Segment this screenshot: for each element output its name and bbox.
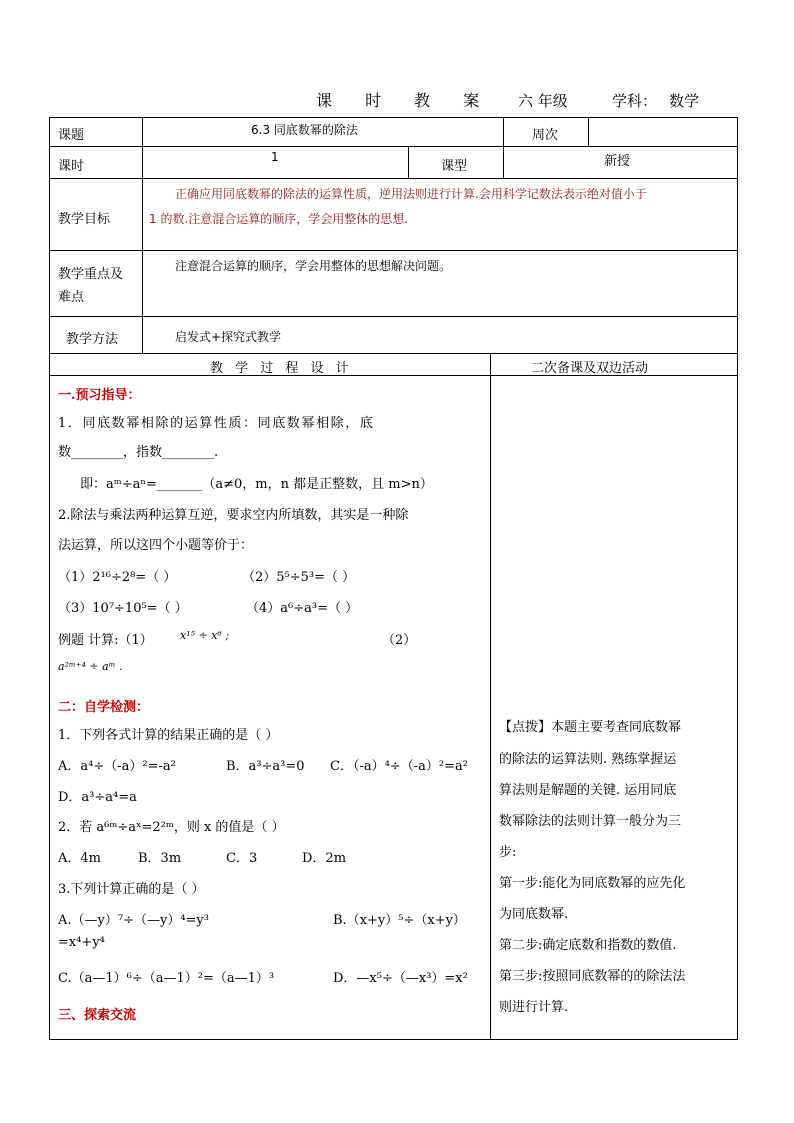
question-1: 1．下列各式计算的结果正确的是（ ） <box>58 728 279 743</box>
lesson-plan-table <box>49 117 738 1040</box>
example-2-label: （2） <box>382 633 417 648</box>
s1-line-7a: （3）10⁷÷10⁵=（ ） <box>58 601 188 616</box>
question-2-option-c: C．3 <box>226 851 258 866</box>
key-value: 注意混合运算的顺序，学会用整体的思想解决问题。 <box>175 259 452 273</box>
page-title: 课 时 教 案 <box>316 91 494 110</box>
hours-label: 课时 <box>58 159 85 174</box>
process-header-left: 教 学 过 程 设 计 <box>210 361 349 376</box>
week-label-cell <box>504 118 589 147</box>
question-1-option-b: B．a³÷a³=0 <box>226 759 305 774</box>
note-line-7: 为同底数幂. <box>499 907 569 922</box>
method-value: 启发式+探究式教学 <box>175 330 282 344</box>
key-label-line-2: 难点 <box>58 290 85 305</box>
s1-line-7b: （4）a⁶÷a³=（ ） <box>246 601 359 616</box>
note-line-10: 则进行计算. <box>499 1000 569 1015</box>
example-label: 例题 计算:（1） <box>58 633 153 648</box>
note-line-3: 算法则是解题的关键. 运用同底 <box>499 783 677 798</box>
section-1-title: 一.预习指导： <box>58 388 141 403</box>
note-line-4: 数幂除法的法则计算一般分为三 <box>499 814 682 829</box>
s1-line-4: 2.除法与乘法两种运算互逆，要求空内所填数，其实是一种除 <box>58 508 409 523</box>
week-value-cell <box>589 118 738 147</box>
question-2-option-b: B．3m <box>138 851 182 866</box>
type-label: 课型 <box>441 159 468 174</box>
question-3-option-a: A.（—y）⁷÷（—y）⁴=y³ <box>58 913 209 928</box>
goal-label: 教学目标 <box>58 212 111 227</box>
topic-label-cell <box>50 118 143 147</box>
subject-value: 数学 <box>669 92 700 110</box>
method-label: 教学方法 <box>66 332 119 347</box>
section-2-title: 二：自学检测： <box>58 700 150 715</box>
s1-line-6a: （1）2¹⁶÷2⁸=（ ） <box>58 570 177 585</box>
s1-line-5: 法运算，所以这四个小题等价于： <box>58 538 254 553</box>
question-1-option-c: C．（-a）⁴÷（-a）²=a² <box>330 759 468 774</box>
question-2-option-a: A．4m <box>58 851 101 866</box>
grade-label: 六 年级 <box>518 92 568 110</box>
goal-line-2: 1 的数.注意混合运算的顺序，学会用整体的思想. <box>149 212 409 226</box>
question-2-option-d: D．2m <box>302 851 347 866</box>
question-2: 2．若 a⁶ᵐ÷aˣ=2²ᵐ，则 x 的值是（ ） <box>58 820 285 835</box>
key-label-line-1: 教学重点及 <box>58 267 124 282</box>
hours-value: 1 <box>271 150 279 164</box>
week-label: 周次 <box>532 128 559 143</box>
question-3: 3.下列计算正确的是（ ） <box>58 882 205 897</box>
example-2-expr: a²ᵐ⁺⁴ ÷ aᵐ . <box>58 660 123 673</box>
question-3-option-d: D．—x⁵÷（—x³）=x² <box>333 971 468 986</box>
subject-label: 学科： <box>612 92 658 110</box>
s1-line-6b: （2）5⁵÷5³=（ ） <box>242 570 356 585</box>
goal-line-1: 正确应用同底数幂的除法的运算性质，逆用法则进行计算.会用科学记数法表示绝对值小于 <box>175 187 647 201</box>
question-1-option-d: D．a³÷a⁴=a <box>58 790 137 805</box>
question-3-option-b-cont: =x⁴+y⁴ <box>58 935 105 950</box>
question-3-option-c: C.（a—1）⁶÷（a—1）²=（a—1）³ <box>58 971 275 986</box>
note-line-5: 步: <box>499 845 517 860</box>
method-label-cell <box>50 317 143 354</box>
hours-value-cell <box>143 147 409 179</box>
s1-line-1: 1．同底数幂相除的运算性质：同底数幂相除，底 <box>58 416 375 431</box>
type-value-cell <box>504 147 738 179</box>
example-1-expr: x¹⁵ ÷ x⁶ ; <box>180 629 230 642</box>
hours-label-cell <box>50 147 143 179</box>
note-line-2: 的除法的运算法则. 熟练掌握运 <box>499 752 677 767</box>
goal-label-cell <box>50 179 143 251</box>
topic-label: 课题 <box>58 128 85 143</box>
method-value-cell <box>143 317 738 354</box>
goal-value-cell <box>143 179 738 251</box>
process-header-left-cell <box>50 354 491 376</box>
note-line-6: 第一步:能化为同底数幂的应先化 <box>499 876 686 891</box>
process-header-right: 二次备课及双边活动 <box>531 361 649 376</box>
topic-value-cell <box>143 118 504 147</box>
section-3-title: 三、探索交流 <box>58 1008 137 1023</box>
process-left-cell <box>50 376 491 1040</box>
note-line-9: 第三步:按照同底数幂的的除法法 <box>499 969 686 984</box>
process-right-cell <box>491 376 738 1040</box>
note-line-1: 【点拨】本题主要考查同底数幂 <box>499 720 682 735</box>
question-3-option-b: B.（x+y）⁵÷（x+y） <box>333 913 466 928</box>
question-1-option-a: A．a⁴÷（-a）²=-a² <box>58 759 176 774</box>
process-header-right-cell <box>491 354 738 376</box>
s1-line-2: 数________，指数________. <box>58 445 219 460</box>
note-line-8: 第二步:确定底数和指数的数值. <box>499 938 677 953</box>
key-value-cell <box>143 251 738 317</box>
s1-line-3: 即：aᵐ÷aⁿ=_______（a≠0，m，n 都是正整数，且 m>n） <box>80 477 433 492</box>
type-label-cell <box>409 147 504 179</box>
type-value: 新授 <box>604 154 631 169</box>
topic-value: 6.3 同底数幂的除法 <box>251 123 358 137</box>
key-label-cell <box>50 251 143 317</box>
